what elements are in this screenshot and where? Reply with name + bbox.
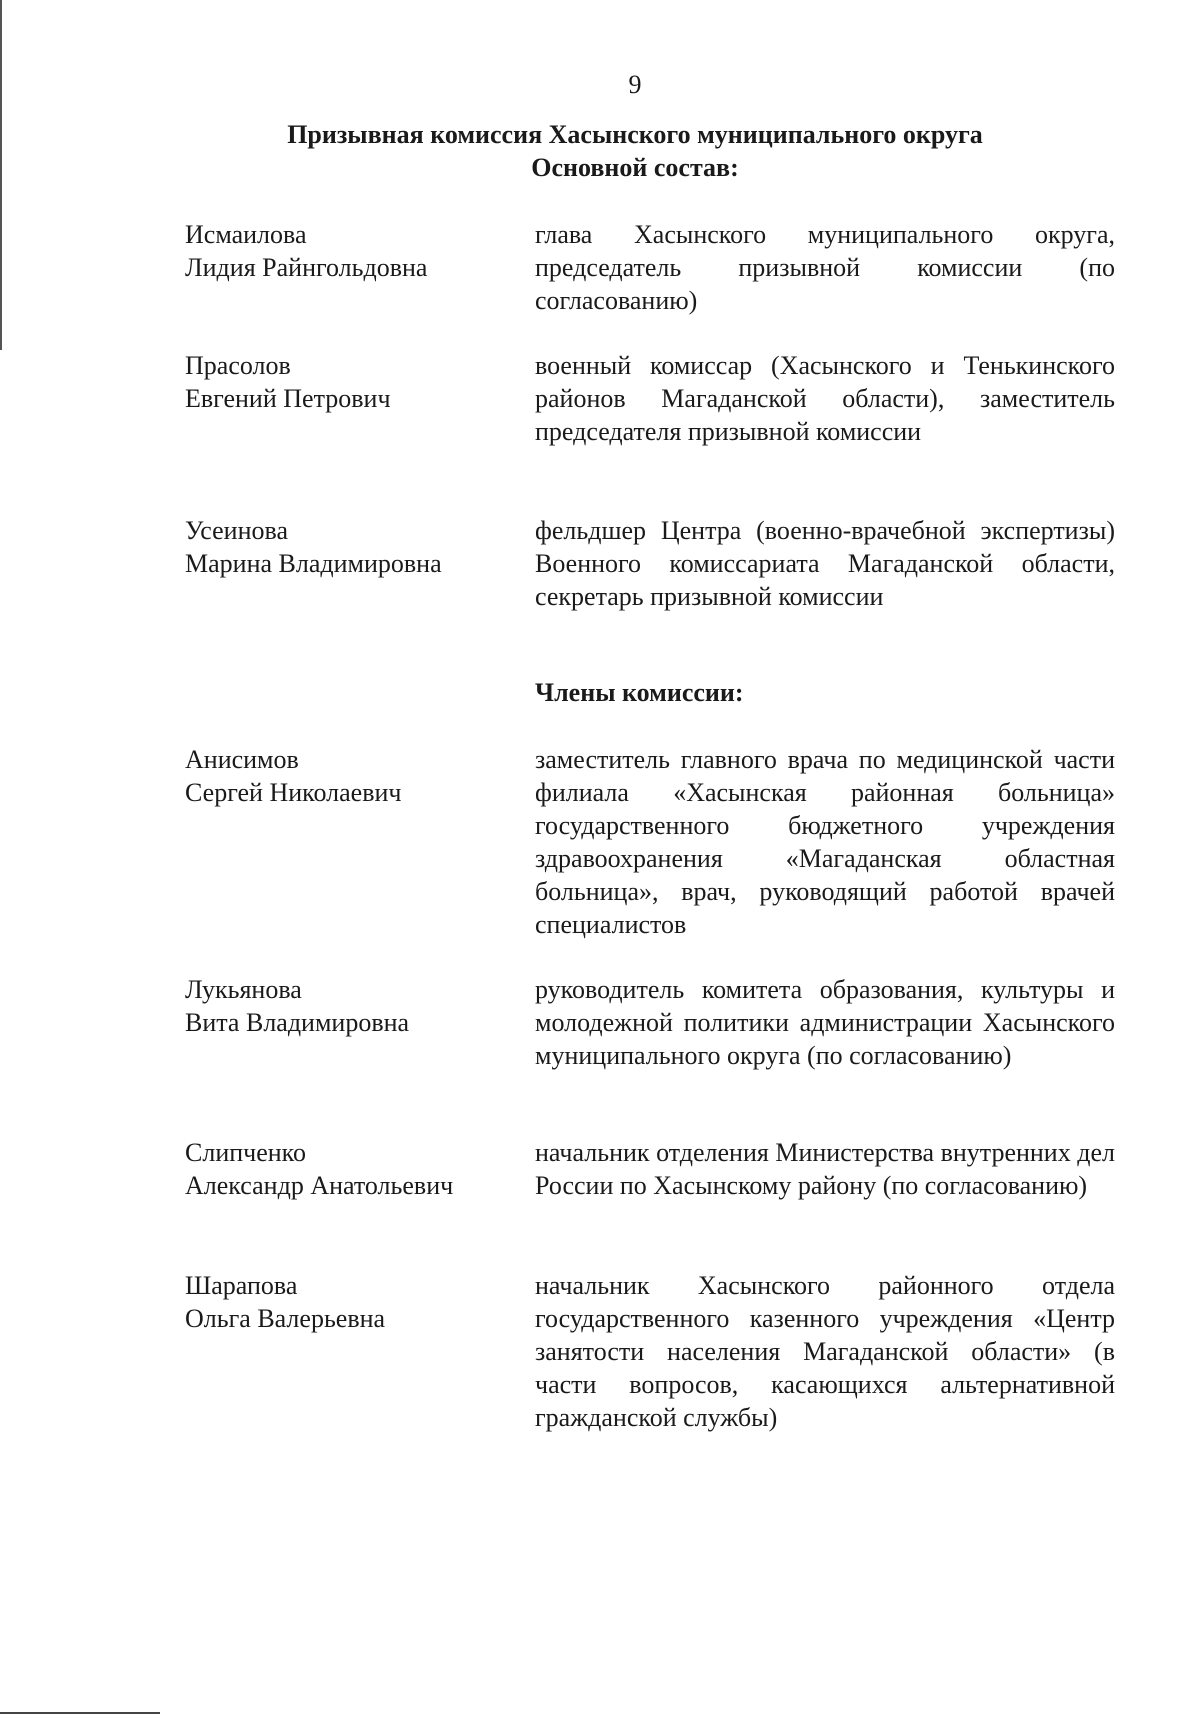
member-name (185, 1136, 515, 1202)
member-name (185, 349, 515, 415)
member-name (185, 514, 515, 580)
member-name (185, 973, 515, 1039)
member-surname: Шарапова (185, 1271, 298, 1300)
member-role: глава Хасынского муниципального округа, председатель призывной комиссии (по согласованию) (535, 220, 1115, 315)
scan-bottom-line (0, 1712, 160, 1714)
member-given-names: Вита Владимировна (185, 1008, 410, 1037)
member-name (185, 1269, 515, 1335)
member-surname: Лукьянова (185, 975, 302, 1004)
member-role: руководитель комитета образования, культуры и молодежной политики администрации Хасынского муниципального округа (по согласованию) (535, 975, 1115, 1070)
member-surname: Усеинова (185, 516, 288, 545)
title-line-1: Призывная комиссия Хасынского муниципального округа (287, 120, 983, 149)
page-number: 9 (628, 70, 642, 99)
member-role: военный комиссар (Хасынского и Тенькинского районов Магаданской области), заместитель председателя призывной комиссии (535, 351, 1115, 446)
member-given-names: Александр Анатольевич (185, 1171, 454, 1200)
member-given-names: Ольга Валерьевна (185, 1304, 386, 1333)
member-role: заместитель главного врача по медицинской части филиала «Хасынская районная больница» государственного бюджетного учреждения здравоохранения «Магаданская областная больница», врач, руководящий работой врачей специалистов (535, 745, 1115, 939)
member-surname: Прасолов (185, 351, 291, 380)
member-name (185, 218, 515, 284)
document-title (0, 118, 1200, 184)
members-heading: Члены комиссии: (535, 678, 744, 707)
member-role: начальник Хасынского районного отдела государственного казенного учреждения «Центр занятости населения Магаданской области» (в части вопросов, касающихся альтернативной гражданской службы) (535, 1271, 1115, 1432)
member-surname: Исмаилова (185, 220, 307, 249)
member-given-names: Марина Владимировна (185, 549, 442, 578)
member-given-names: Сергей Николаевич (185, 778, 402, 807)
member-role: начальник отделения Министерства внутренних дел России по Хасынскому району (по согласованию) (535, 1138, 1115, 1200)
title-line-2: Основной состав: (531, 153, 739, 182)
member-surname: Анисимов (185, 745, 299, 774)
member-given-names: Лидия Райнгольдовна (185, 253, 428, 282)
member-surname: Слипченко (185, 1138, 306, 1167)
member-role: фельдшер Центра (военно-врачебной экспертизы) Военного комиссариата Магаданской области, секретарь призывной комиссии (535, 516, 1115, 611)
member-given-names: Евгений Петрович (185, 384, 391, 413)
member-name (185, 743, 515, 809)
